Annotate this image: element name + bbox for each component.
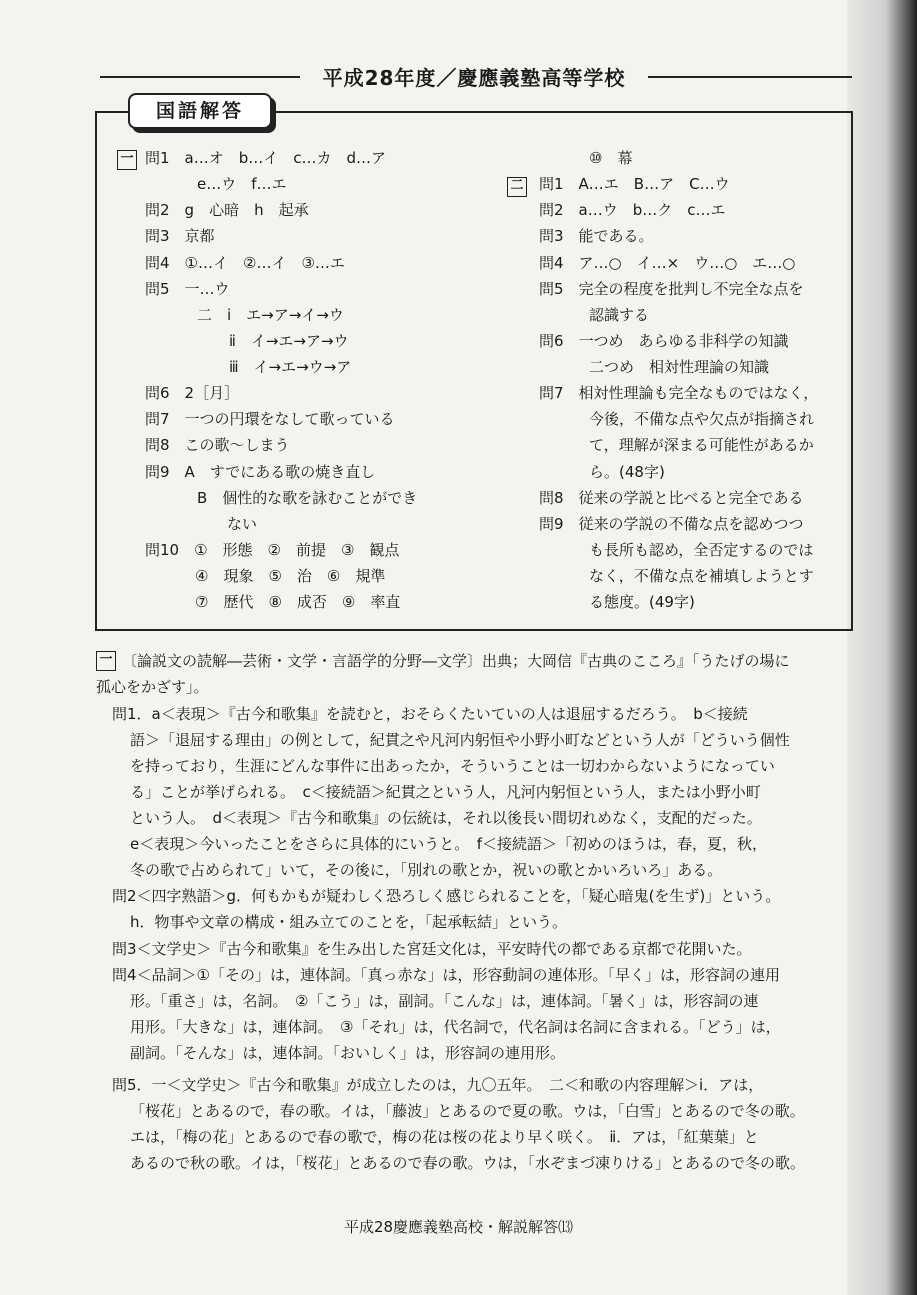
- answer-line: 今後，不備な点や欠点が指摘され: [589, 410, 815, 428]
- answer-line: 問3 能である。: [539, 227, 654, 245]
- answer-line: ④ 現象 ⑤ 治 ⑥ 規準: [195, 567, 386, 585]
- page-footer: 平成28慶應義塾高校・解説解答⒀: [343, 1218, 574, 1236]
- explanation-line: 〔論説文の読解―芸術・文学・言語学的分野―文学〕出典；大岡信『古典のこころ』「うたげの場に: [122, 652, 790, 670]
- explanation-line: あるので秋の歌。イは，「桜花」とあるので春の歌。ウは，「水ぞまづ凍りける」とあるので冬の歌。: [130, 1154, 806, 1172]
- answer-line: も長所も認め，全否定するのでは: [589, 541, 814, 559]
- header-rule-left: [100, 76, 300, 78]
- answer-line: 問5 一…ウ: [145, 280, 230, 298]
- explanation-line: 「桜花」とあるので，春の歌。イは，「藤波」とあるので夏の歌。ウは，「白雪」とあるので冬の歌。: [130, 1102, 805, 1120]
- explanation-line: 副詞。「そんな」は，連体詞。「おいしく」は，形容詞の連用形。: [130, 1044, 566, 1062]
- answer-line: 問2 g 心暗 h 起承: [145, 201, 309, 219]
- answer-line: なく，不備な点を補填しようとす: [589, 567, 814, 585]
- answer-line: 問8 従来の学説と比べると完全である: [539, 489, 804, 507]
- answer-line: 二 ⅰ エ→ア→イ→ウ: [197, 306, 344, 324]
- answer-line: る態度。(49字): [589, 593, 695, 611]
- section-two-mark: 二: [507, 177, 527, 197]
- explanation-line: 語＞「退屈する理由」の例として，紀貫之や凡河内躬恒や小野小町などという人が「どういう個性: [130, 731, 790, 749]
- explanation-line: 問4＜品詞＞①「その」は，連体詞。「真っ赤な」は，形容動詞の連体形。「早く」は，形容詞の連用: [112, 966, 780, 984]
- explanation-line: 問3＜文学史＞『古今和歌集』を生み出した宮廷文化は，平安時代の都である京都で花開いた。: [112, 940, 752, 958]
- explanation-line: を持っており，生涯にどんな事件に出あったか，そういうことは一切わからないようになってい: [130, 757, 775, 775]
- explanation-line: 用形。「大きな」は，連体詞。 ③「それ」は，代名詞で，代名詞は名詞に含まれる。「どう」は，: [130, 1018, 781, 1036]
- explanation-line: e＜表現＞今いったことをさらに具体的にいうと。 f＜接続語＞「初めのほうは，春，夏，秋，: [130, 835, 768, 853]
- answer-line: B 個性的な歌を詠むことができ: [197, 489, 418, 507]
- explanation-line: h．物事や文章の構成・組み立てのことを，「起承転結」という。: [130, 913, 568, 931]
- explanation-line: 孤心をかざす」。: [96, 678, 209, 696]
- explanation-line: る」ことが挙げられる。 c＜接続語＞紀貫之という人，凡河内躬恒という人，または小野小町: [130, 783, 761, 801]
- answer-line: 問7 相対性理論も完全なものではなく，: [539, 384, 819, 402]
- page-title: 平成28年度／慶應義塾高等学校: [322, 66, 626, 90]
- answer-line: 問7 一つの円環をなして歌っている: [145, 410, 395, 428]
- answer-line: 問1 A…エ B…ア C…ウ: [539, 175, 730, 193]
- answer-line: ⅱ イ→エ→ア→ウ: [229, 332, 349, 350]
- answer-line: 問9 A すでにある歌の焼き直し: [145, 463, 376, 481]
- answer-line: 問8 この歌～しまう: [145, 436, 290, 454]
- answer-line: 問10 ① 形態 ② 前提 ③ 観点: [145, 541, 400, 559]
- explanation-line: 形。「重さ」は，名詞。 ②「こう」は，副詞。「こんな」は，連体詞。「暑く」は，形容詞の連: [130, 992, 759, 1010]
- explanation-line: エは，「梅の花」とあるので春の歌で，梅の花は桜の花より早く咲く。 ⅱ．アは，「紅葉葉」と: [130, 1128, 759, 1146]
- answer-line: 問9 従来の学説の不備な点を認めつつ: [539, 515, 804, 533]
- answer-line: 問1 a…オ b…イ c…カ d…ア: [145, 149, 387, 167]
- answer-line: ない: [227, 515, 258, 533]
- answer-line: 問6 一つめ あらゆる非科学の知識: [539, 332, 789, 350]
- answer-line: 認識する: [589, 306, 650, 324]
- section-one-mark: 一: [117, 150, 137, 170]
- answer-line: て，理解が深まる可能性があるか: [589, 436, 814, 454]
- page-header: [100, 62, 852, 92]
- answer-line: 問5 完全の程度を批判し不完全な点を: [539, 280, 804, 298]
- explanation-line: 問5．一＜文学史＞『古今和歌集』が成立したのは，九〇五年。 二＜和歌の内容理解＞ⅰ．アは，: [112, 1076, 764, 1094]
- header-rule-right: [648, 76, 852, 78]
- answer-line: 問4 ア…○ イ…× ウ…○ エ…○: [539, 254, 796, 272]
- explanation-line: 問1．a＜表現＞『古今和歌集』を読むと，おそらくたいていの人は退屈するだろう。 b＜接続: [112, 705, 748, 723]
- explanation-section-mark: 一: [96, 651, 116, 671]
- answer-line: 問4 ①…イ ②…イ ③…エ: [145, 254, 345, 272]
- answer-line: 問6 2［月］: [145, 384, 240, 402]
- answer-box: [95, 111, 853, 631]
- answer-line: ら。(48字): [589, 463, 665, 481]
- answer-line: ⅲ イ→エ→ウ→ア: [229, 358, 352, 376]
- explanation-line: 問2＜四字熟語＞g．何もかもが疑わしく恐ろしく感じられることを，「疑心暗鬼(を生ず)」という。: [112, 887, 781, 905]
- explanation-line: 冬の歌で占められて」いて，その後に，「別れの歌とか，祝いの歌とかいろいろ」ある。: [130, 861, 723, 879]
- answer-line: ⑩ 幕: [589, 149, 633, 167]
- page-edge-shadow: [847, 0, 917, 1295]
- answer-line: 問2 a…ウ b…ク c…エ: [539, 201, 726, 219]
- answer-line: ⑦ 歴代 ⑧ 成否 ⑨ 率直: [195, 593, 401, 611]
- answer-line: 問3 京都: [145, 227, 215, 245]
- answer-line: e…ウ f…エ: [197, 175, 287, 193]
- answer-section-badge: 国語解答: [128, 93, 272, 129]
- answer-line: 二つめ 相対性理論の知識: [589, 358, 770, 376]
- explanation-line: という人。 d＜表現＞『古今和歌集』の伝統は，それ以後長い間切れめなく，支配的だった。: [130, 809, 762, 827]
